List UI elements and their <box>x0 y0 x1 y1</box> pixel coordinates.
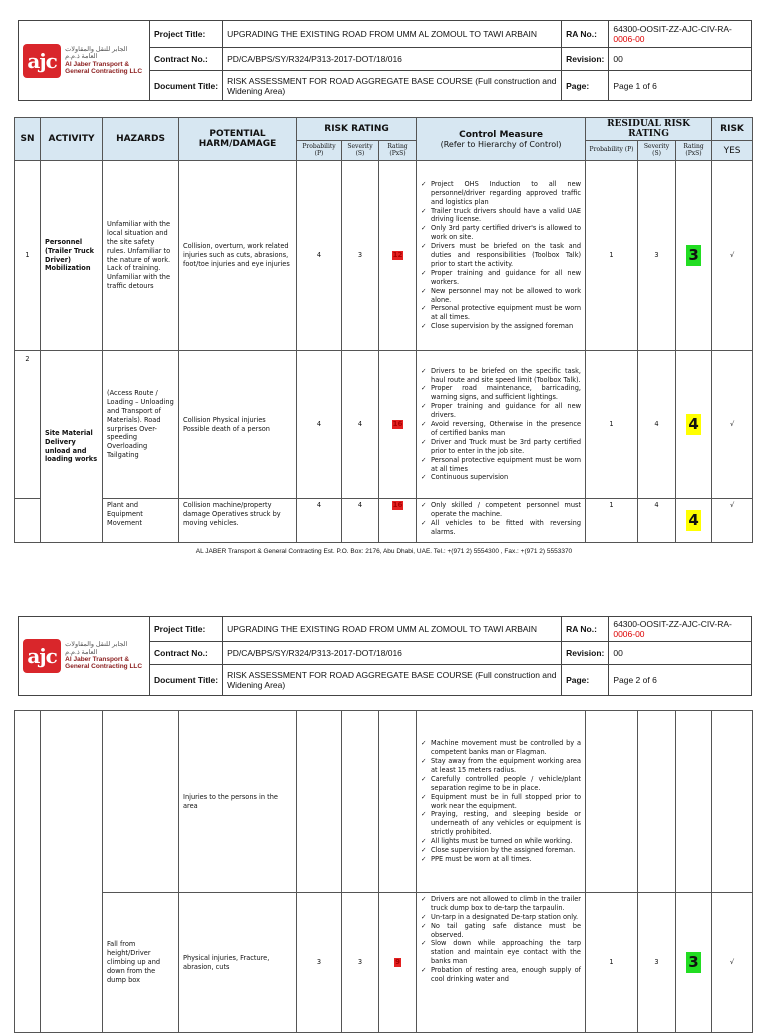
row-res-severity: 3 <box>638 161 676 351</box>
company-name-arabic: الجابر للنقل والمقاولات العامة ذ.م.م <box>65 45 128 61</box>
row-rating: 12 <box>379 161 417 351</box>
row-tick <box>712 711 753 893</box>
document-title-label: Document Title: <box>150 71 223 101</box>
company-name-arabic: الجابر للنقل والمقاولات العامة ذ.م.م <box>65 641 128 656</box>
control-measure-item: ✓ PPE must be worn at all times. <box>421 855 581 864</box>
control-measure-item: ✓ Proper road maintenance, barricading, warning signs, and sufficient lightings. <box>421 384 581 402</box>
row-rating: 16 <box>379 351 417 499</box>
company-name-line1: Al Jaber Transport & <box>65 656 130 663</box>
col-harm: POTENTIAL HARM/DAMAGE <box>179 118 297 161</box>
company-logo <box>19 21 150 101</box>
col-res-rating: Rating (PxS) <box>676 141 712 161</box>
col-probability: Probability (P) <box>297 141 342 161</box>
ra-no-label: RA No.: <box>562 617 609 642</box>
company-name-line2: General Contracting LLC <box>65 67 143 75</box>
row-probability: 4 <box>297 161 342 351</box>
row-controls <box>417 893 586 1033</box>
row-severity: 3 <box>342 161 379 351</box>
contract-label: Contract No.: <box>150 642 223 665</box>
table-row <box>15 161 753 351</box>
control-measure-item: ✓ Close supervision by the assigned foreman <box>421 322 581 331</box>
row-rating <box>379 711 417 893</box>
row-res-severity: 4 <box>638 351 676 499</box>
col-sn: SN <box>15 118 41 161</box>
row-res-rating: 4 <box>676 351 712 499</box>
company-logo <box>19 617 150 696</box>
row-probability: 4 <box>297 351 342 499</box>
page-number: Page 2 of 6 <box>609 665 752 696</box>
row-sn <box>15 499 41 543</box>
row-harm: Collision, overturn, work related injuries such as cuts, abrasions, foot/toe injuries and eye injuries <box>179 161 297 351</box>
row-activity: Site Material Delivery unload and loading works <box>41 351 103 543</box>
document-title-label: Document Title: <box>150 665 223 696</box>
table-row <box>15 351 753 499</box>
row-rating: 9 <box>379 893 417 1033</box>
row-res-severity: 3 <box>638 893 676 1033</box>
control-measure-item: ✓ Praying, resting, and sleeping beside or underneath of any vehicles or equipment is strictly prohibited. <box>421 810 581 837</box>
row-severity: 4 <box>342 499 379 543</box>
col-activity: ACTIVITY <box>41 118 103 161</box>
row-probability: 4 <box>297 499 342 543</box>
row-tick: √ <box>712 893 753 1033</box>
row-sn: 1 <box>15 161 41 351</box>
row-harm: Collision machine/property damage Operatives struck by moving vehicles. <box>179 499 297 543</box>
control-measure-item: ✓ Machine movement must be controlled by a competent banks man or Flagman. <box>421 739 581 757</box>
col-yes: YES <box>712 141 753 161</box>
control-measure-item: ✓ Continuous supervision <box>421 473 581 482</box>
table-row <box>15 893 753 1033</box>
col-risk: RISK <box>712 118 753 141</box>
row-controls <box>417 161 586 351</box>
contract-label: Contract No.: <box>150 48 223 71</box>
row-res-probability <box>586 711 638 893</box>
row-res-rating: 3 <box>676 161 712 351</box>
row-res-severity: 4 <box>638 499 676 543</box>
table-row <box>15 499 753 543</box>
risk-assessment-table-page1 <box>14 117 753 543</box>
page-label: Page: <box>562 71 609 101</box>
row-res-rating: 4 <box>676 499 712 543</box>
row-harm: Physical injuries, Fracture, abrasion, cuts <box>179 893 297 1033</box>
row-sn <box>15 711 41 1033</box>
document-title: RISK ASSESSMENT FOR ROAD AGGREGATE BASE COURSE (Full construction and Widening Area) <box>223 665 562 696</box>
row-hazards: Plant and Equipment Movement <box>103 499 179 543</box>
ra-no-label: RA No.: <box>562 21 609 48</box>
row-res-probability: 1 <box>586 499 638 543</box>
control-measure-item: ✓ Drivers to be briefed on the specific task, haul route and site speed limit (Toolbox Talk). <box>421 367 581 385</box>
control-measure-item: ✓ Stay away from the equipment working area at least 15 meters radius. <box>421 757 581 775</box>
project-title: UPGRADING THE EXISTING ROAD FROM UMM AL ZOMOUL TO TAWI ARBAIN <box>223 21 562 48</box>
project-title: UPGRADING THE EXISTING ROAD FROM UMM AL ZOMOUL TO TAWI ARBAIN <box>223 617 562 642</box>
control-measure-item: ✓ Equipment must be in full stopped prior to work near the equipment. <box>421 793 581 811</box>
control-measure-item: ✓ Un-tarp in a designated De-tarp station only. <box>421 913 581 922</box>
row-tick: √ <box>712 161 753 351</box>
row-rating: 16 <box>379 499 417 543</box>
ajc-logo-icon: ajc <box>23 639 61 673</box>
control-measure-item: ✓ Drivers must be briefed on the task and duties and responsibilities (Toolbox Talk) prior to start the activity. <box>421 242 581 269</box>
control-measure-item: ✓ Personal protective equipment must be worn at all times. <box>421 304 581 322</box>
row-res-probability: 1 <box>586 351 638 499</box>
col-severity: Severity (S) <box>342 141 379 161</box>
control-measure-item: ✓ Personal protective equipment must be worn at all times <box>421 456 581 474</box>
control-measure-item: ✓ Probation of resting area, enough supply of cool drinking water and <box>421 966 581 984</box>
control-measure-item: ✓ Only skilled / competent personnel must operate the machine. <box>421 501 581 519</box>
col-res-severity: Severity (S) <box>638 141 676 161</box>
control-measure-item: ✓ Driver and Truck must be 3rd party certified prior to enter in the job site. <box>421 438 581 456</box>
row-severity: 4 <box>342 351 379 499</box>
control-measure-item: ✓ Proper training and guidance for all new workers. <box>421 269 581 287</box>
control-measure-item: ✓ Carefully controlled people / vehicle/plant separation regime to be in place. <box>421 775 581 793</box>
row-res-severity <box>638 711 676 893</box>
control-measure-item: ✓ Drivers are not allowed to climb in the trailer truck dump box to de-tarp the tarpaulin. <box>421 895 581 913</box>
col-residual: RESIDUAL RISK RATING <box>586 118 712 141</box>
row-res-rating <box>676 711 712 893</box>
control-measure-item: ✓ Trailer truck drivers should have a valid UAE driving license. <box>421 207 581 225</box>
row-probability: 3 <box>297 893 342 1033</box>
row-hazards: (Access Route / Loading – Unloading and Transport of Materials). Road surprises Over-speeding Overloading Tailgating <box>103 351 179 499</box>
row-hazards: Fall from height/Driver climbing up and down from the dump box <box>103 893 179 1033</box>
ra-no: 64300-OOSIT-ZZ-AJC-CIV-RA-0006-00 <box>609 617 752 642</box>
row-probability <box>297 711 342 893</box>
page2-header <box>18 616 752 696</box>
row-activity: Personnel (Trailer Truck Driver) Mobilization <box>41 161 103 351</box>
control-measure-item: ✓ New personnel may not be allowed to work alone. <box>421 287 581 305</box>
project-title-label: Project Title: <box>150 617 223 642</box>
project-title-label: Project Title: <box>150 21 223 48</box>
row-harm: Injuries to the persons in the area <box>179 711 297 893</box>
row-hazards <box>103 711 179 893</box>
control-measure-item: ✓ Proper training and guidance for all new drivers. <box>421 402 581 420</box>
row-tick: √ <box>712 351 753 499</box>
ajc-logo-icon: ajc <box>23 44 61 78</box>
page-footer: AL JABER Transport & General Contracting Est. P.O. Box: 2176, Abu Dhabi, UAE. Tel.: +(971 2) 5554300 , Fax.: +(971 2) 5553370 <box>195 548 573 555</box>
row-tick: √ <box>712 499 753 543</box>
row-controls <box>417 499 586 543</box>
revision-label: Revision: <box>562 642 609 665</box>
document-title: RISK ASSESSMENT FOR ROAD AGGREGATE BASE COURSE (Full construction and Widening Area) <box>223 71 562 101</box>
page1-header <box>18 20 752 101</box>
risk-assessment-table-page2 <box>14 710 753 1033</box>
control-measure-item: ✓ Slow down while approaching the tarp station and maintain eye contact with the banks man <box>421 939 581 966</box>
row-severity <box>342 711 379 893</box>
company-name-line2: General Contracting LLC <box>65 663 143 671</box>
revision: 00 <box>609 48 752 71</box>
control-measure-item: ✓ Avoid reversing, Otherwise in the presence of certified banks man <box>421 420 581 438</box>
row-hazards: Unfamiliar with the local situation and the site safety rules. Unfamiliar to the nature of work. Lack of training. Unfamiliar with the traffic detours <box>103 161 179 351</box>
revision: 00 <box>609 642 752 665</box>
row-sn: 2 <box>15 351 41 499</box>
contract-no: PD/CA/BPS/SY/R324/P313-2017-DOT/18/016 <box>223 642 562 665</box>
row-controls <box>417 351 586 499</box>
control-measure-item: ✓ Only 3rd party certified driver's is allowed to work on site. <box>421 224 581 242</box>
row-harm: Collision Physical injuries Possible death of a person <box>179 351 297 499</box>
control-measure-item: ✓ No tail gating safe distance must be observed. <box>421 922 581 940</box>
row-res-rating: 3 <box>676 893 712 1033</box>
table-row <box>15 711 753 893</box>
control-measure-item: ✓ Close supervision by the assigned foreman. <box>421 846 581 855</box>
row-controls <box>417 711 586 893</box>
page-number: Page 1 of 6 <box>609 71 752 101</box>
col-hazards: HAZARDS <box>103 118 179 161</box>
control-measure-item: ✓ All lights must be turned on while working. <box>421 837 581 846</box>
revision-label: Revision: <box>562 48 609 71</box>
control-measure-item: ✓ All vehicles to be fitted with reversing alarms. <box>421 519 581 537</box>
control-measure-item: ✓ Project OHS Induction to all new personnel/driver regarding approved traffic and logistics plan <box>421 180 581 207</box>
row-res-probability: 1 <box>586 893 638 1033</box>
col-control: Control Measure (Refer to Hierarchy of Control) <box>417 118 586 161</box>
row-severity: 3 <box>342 893 379 1033</box>
row-res-probability: 1 <box>586 161 638 351</box>
col-rating: Rating (PxS) <box>379 141 417 161</box>
row-activity <box>41 711 103 1033</box>
col-risk-rating: RISK RATING <box>297 118 417 141</box>
page-label: Page: <box>562 665 609 696</box>
company-name-line1: Al Jaber Transport & <box>65 60 130 68</box>
col-res-probability: Probability (P) <box>586 141 638 161</box>
contract-no: PD/CA/BPS/SY/R324/P313-2017-DOT/18/016 <box>223 48 562 71</box>
ra-no: 64300-OOSIT-ZZ-AJC-CIV-RA-0006-00 <box>609 21 752 48</box>
